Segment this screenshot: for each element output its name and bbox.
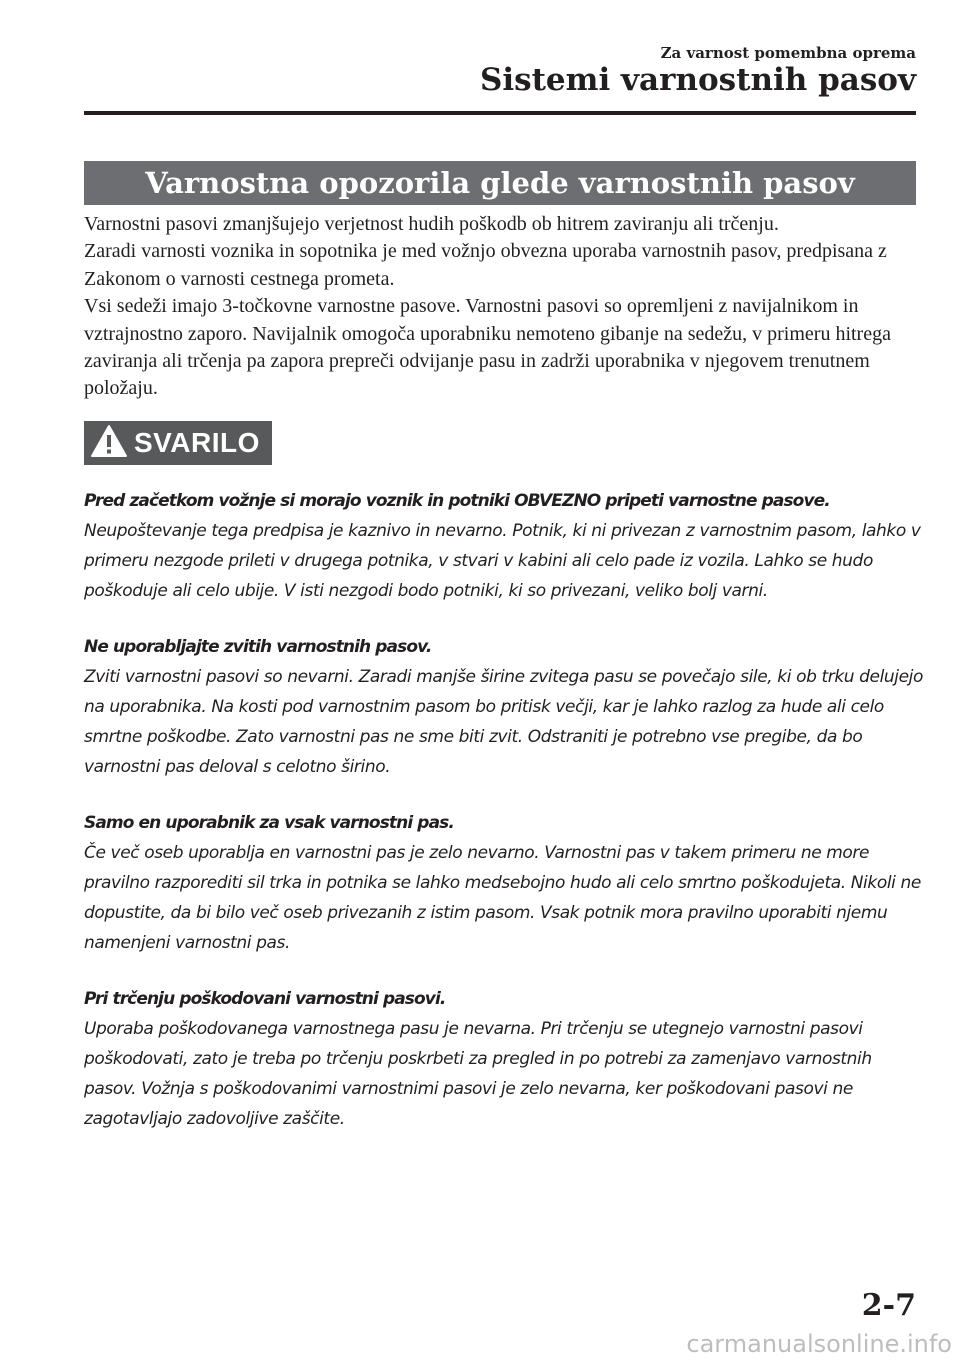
page-title-bar [84,161,916,205]
warning-item [84,808,924,958]
intro-paragraph: Varnostni pasovi zmanjšujejo verjetnost hudih poškodb ob hitrem zaviranju ali trčenju. [84,213,779,235]
warning-title: Pred začetkom vožnje si morajo voznik in potniki OBVEZNO pripeti varnostne pasove. [84,491,830,511]
warning-label: SVARILO [134,427,260,458]
page-title: Varnostna opozorila glede varnostnih pasov [145,166,855,200]
warning-item [84,486,924,606]
warning-body: Zviti varnostni pasovi so nevarni. Zaradi manjše širine zvitega pasu se povečajo sile, ki ob trku delujejo na uporabnika. Na kosti pod varnostnim pasom bo pritisk večji, kar je lahko razlog za hude ali celo smrtne poškodbe. Zato varnostni pas ne sme biti zvit. Odstraniti je potrebno vse pregibe, da bo varnostni pas deloval s celotno širino. [84,667,924,777]
warning-title: Ne uporabljajte zvitih varnostnih pasov. [84,637,432,657]
warning-body: Če več oseb uporablja en varnostni pas je zelo nevarno. Varnostni pas v takem primeru ne more pravilno razporediti sil trka in potnika se lahko medsebojno hudo ali celo smrtno poškodujeta. Nikoli ne dopustite, da bi bilo več oseb privezanih z istim pasom. Vsak potnik mora pravilno uporabiti njemu namenjeni varnostni pas. [84,843,921,953]
intro-paragraph: Zaradi varnosti voznika in sopotnika je med vožnjo obvezna uporaba varnostnih pasov, predpisana z Zakonom o varnosti cestnega prometa. [84,240,887,290]
section-title: Sistemi varnostnih pasov [480,62,916,98]
warning-triangle-icon [90,424,128,462]
page-number: 2-7 [861,1288,916,1323]
warning-item [84,632,924,782]
intro-text [84,211,916,403]
warning-title: Samo en uporabnik za vsak varnostni pas. [84,813,454,833]
intro-paragraph: Vsi sedeži imajo 3-točkovne varnostne pasove. Varnostni pasovi so opremljeni z navijalnikom in vztrajnostno zaporo. Navijalnik omogoča uporabniku nemoteno gibanje na sedežu, v primeru hitrega zaviranja ali trčenja pa zapora prepreči odvijanje pasu in zadrži uporabnika v njegovem trenutnem položaju. [84,295,891,400]
warning-body: Uporaba poškodovanega varnostnega pasu je nevarna. Pri trčenju se utegnejo varnostni pasovi poškodovati, zato je treba po trčenju poskrbeti za pregled in po potrebi za zamenjavo varnostnih pasov. Vožnja s poškodovanimi varnostnimi pasovi je zelo nevarna, ker poškodovani pasovi ne zagotavljajo zadovoljive zaščite. [84,1019,872,1129]
header-rule [84,111,916,115]
warning-title: Pri trčenju poškodovani varnostni pasovi. [84,989,446,1009]
warning-list [84,486,924,1160]
warning-badge [84,421,272,465]
warning-body: Neupoštevanje tega predpisa je kaznivo in nevarno. Potnik, ki ni privezan z varnostnim pasom, lahko v primeru nezgode prileti v drugega potnika, v stvari v kabini ali celo pade iz vozila. Lahko se hudo poškoduje ali celo ubije. V isti nezgodi bodo potniki, ki so privezani, veliko bolj varni. [84,521,921,601]
watermark: carmanualsonline.info [686,1330,952,1358]
warning-item [84,984,924,1134]
chapter-title: Za varnost pomembna oprema [660,44,916,62]
